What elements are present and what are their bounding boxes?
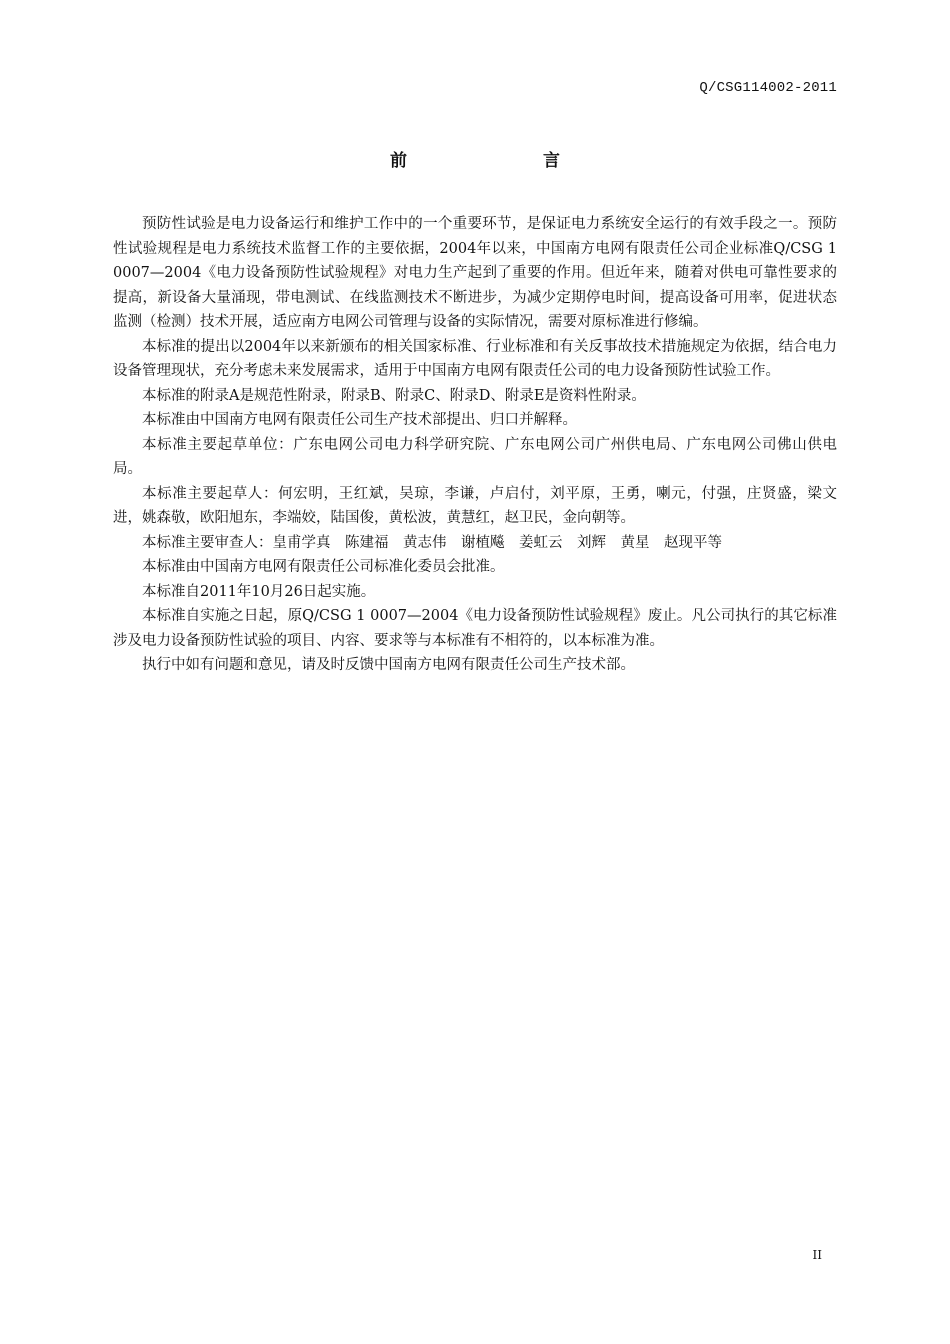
paragraph-reviewers: 本标准主要审查人：皇甫学真 陈建福 黄志伟 谢植飚 姜虹云 刘辉 黄星 赵现平等 <box>142 534 722 551</box>
page-title: 前 言 <box>390 151 594 171</box>
paragraph-feedback: 执行中如有问题和意见，请及时反馈中国南方电网有限责任公司生产技术部。 <box>142 657 635 673</box>
paragraph-effective-date: 本标准自2011年10月26日起实施。 <box>142 583 376 600</box>
paragraph-drafters: 本标准主要起草人：何宏明，王红斌，吴琼，李谦，卢启付，刘平原，王勇，喇元，付强，庄贤盛，梁文进，姚森敬，欧阳旭东，李端姣，陆国俊，黄松波，黄慧红，赵卫民，金向朝等。 <box>113 485 837 526</box>
page-number: II <box>812 1248 822 1262</box>
paragraph-approval: 本标准由中国南方电网有限责任公司标准化委员会批准。 <box>142 559 505 575</box>
foreword-body <box>113 212 837 678</box>
paragraph-proposer: 本标准由中国南方电网有限责任公司生产技术部提出、归口并解释。 <box>142 412 577 428</box>
document-code: Q/CSG114002-2011 <box>699 80 837 96</box>
paragraph-appendix: 本标准的附录A是规范性附录，附录B、附录C、附录D、附录E是资料性附录。 <box>142 387 646 404</box>
paragraph-drafting-units: 本标准主要起草单位：广东电网公司电力科学研究院、广东电网公司广州供电局、广东电网公司佛山供电局。 <box>113 436 837 477</box>
paragraph-purpose: 预防性试验是电力设备运行和维护工作中的一个重要环节，是保证电力系统安全运行的有效手段之一。预防性试验规程是电力系统技术监督工作的主要依据，2004年以来，中国南方电网有限责任公司企业标准Q/CSG 1 0007—2004《电力设备预防性试验规程》对电力生产起到了重要的作用。但近年来，随着对供电可靠性要求的提高，新设备大量涌现，带电测试、在线监测技术不断进步，为减少定期停电时间，提高设备可用率，促进状态监测（检测）技术开展，适应南方电网公司管理与设备的实际情况，需要对原标准进行修编。 <box>113 216 837 330</box>
paragraph-supersede: 本标准自实施之日起，原Q/CSG 1 0007—2004《电力设备预防性试验规程》废止。凡公司执行的其它标准涉及电力设备预防性试验的项目、内容、要求等与本标准有不相符的，以本标准为准。 <box>113 608 837 649</box>
paragraph-basis: 本标准的提出以2004年以来新颁布的相关国家标准、行业标准和有关反事故技术措施规定为依据，结合电力设备管理现状，充分考虑未来发展需求，适用于中国南方电网有限责任公司的电力设备预防性试验工作。 <box>113 338 837 379</box>
